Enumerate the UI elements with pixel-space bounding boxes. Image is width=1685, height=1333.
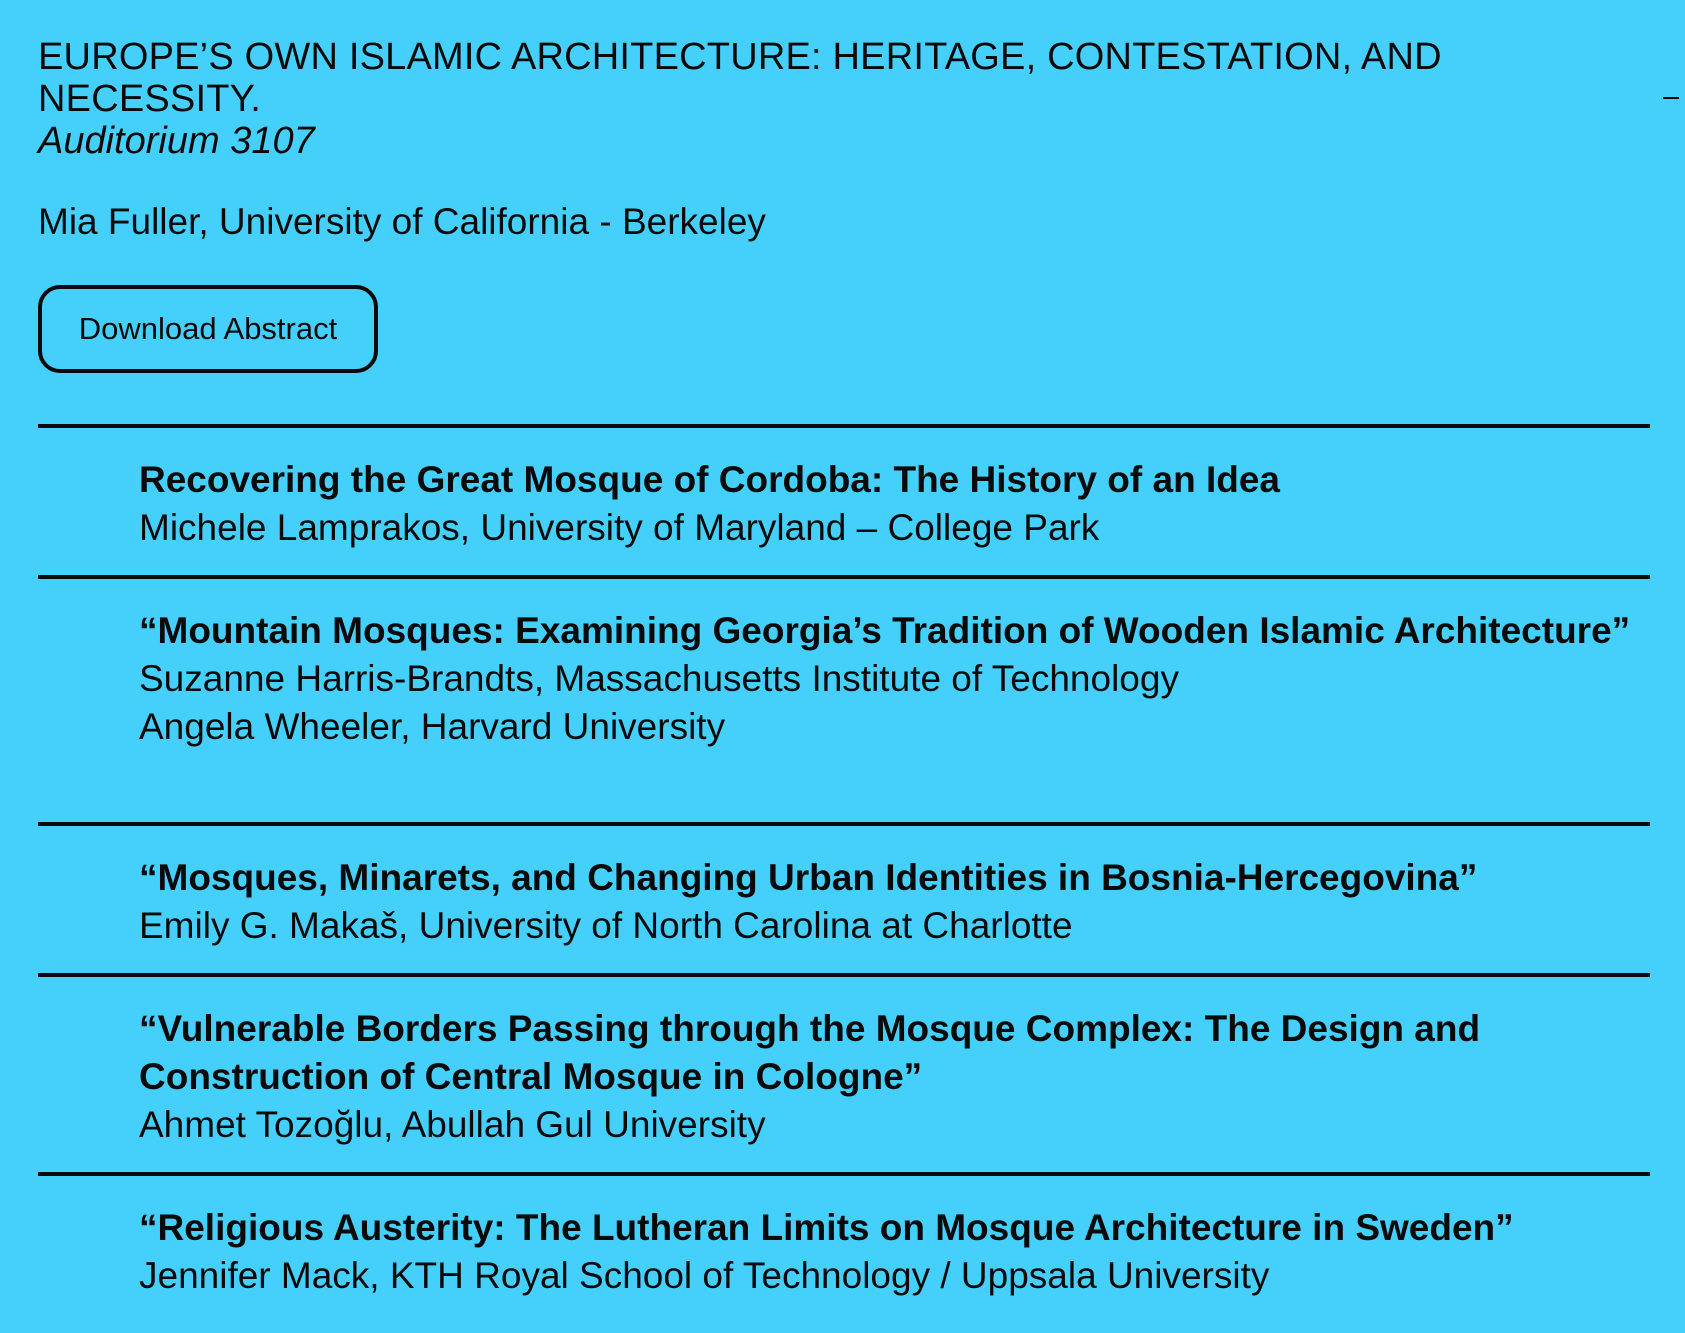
paper-item <box>38 575 1650 822</box>
collapse-toggle-icon[interactable] <box>1661 82 1681 102</box>
session-room: Auditorium 3107 <box>38 120 315 162</box>
paper-title: “Mountain Mosques: Examining Georgia’s Tradition of Wooden Islamic Architecture” <box>139 610 1631 651</box>
paper-author: Suzanne Harris-Brandts, Massachusetts Institute of Technology <box>139 658 1179 699</box>
paper-author: Emily G. Makaš, University of North Carolina at Charlotte <box>139 905 1073 946</box>
paper-author: Ahmet Tozoğlu, Abullah Gul University <box>139 1104 766 1145</box>
download-abstract-button[interactable]: Download Abstract <box>38 285 378 373</box>
paper-title: Recovering the Great Mosque of Cordoba: The History of an Idea <box>139 459 1280 500</box>
session-title: EUROPE’S OWN ISLAMIC ARCHITECTURE: HERITAGE, CONTESTATION, AND NECESSITY. <box>38 36 1442 120</box>
paper-title: “Religious Austerity: The Lutheran Limits on Mosque Architecture in Sweden” <box>139 1207 1514 1248</box>
paper-item <box>38 1172 1650 1332</box>
paper-list <box>38 424 1650 1332</box>
paper-item <box>38 822 1650 973</box>
paper-title: “Mosques, Minarets, and Changing Urban Identities in Bosnia-Hercegovina” <box>139 857 1478 898</box>
paper-author: Angela Wheeler, Harvard University <box>139 706 726 747</box>
paper-author: Jennifer Mack, KTH Royal School of Technology / Uppsala University <box>139 1255 1270 1296</box>
paper-item <box>38 424 1650 575</box>
session-header <box>38 36 1598 162</box>
paper-item <box>38 973 1650 1172</box>
session-chair: Mia Fuller, University of California - Berkeley <box>38 201 766 242</box>
paper-author: Michele Lamprakos, University of Maryland – College Park <box>139 507 1100 548</box>
paper-title: “Vulnerable Borders Passing through the Mosque Complex: The Design and Construction of Central Mosque in Cologne” <box>139 1008 1481 1097</box>
